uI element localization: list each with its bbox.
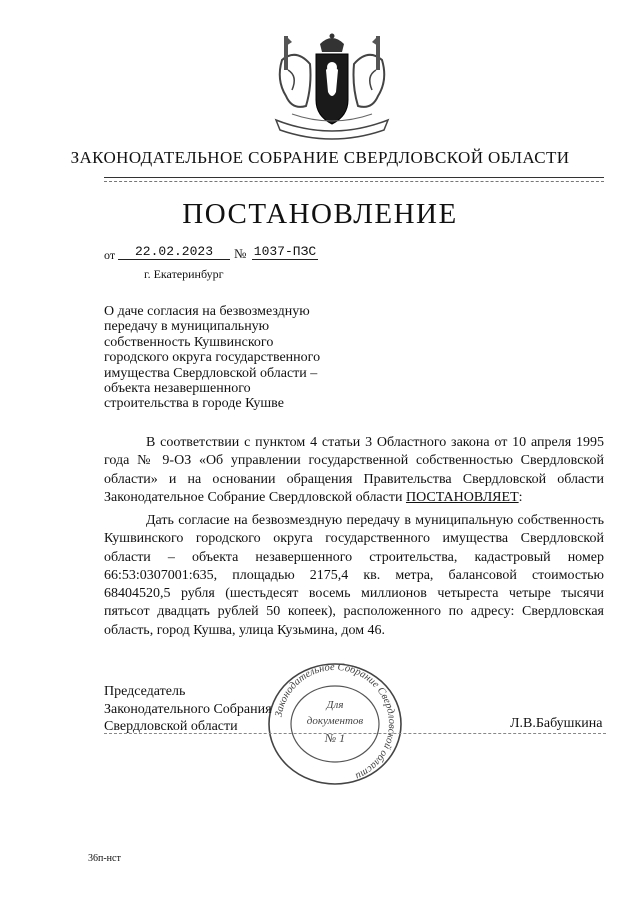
signatory-line-2: Законодательного Собрания xyxy=(104,701,272,717)
preamble-text: В соответствии с пунктом 4 статьи 3 Областного закона от 10 апреля 1995 года № 9-ОЗ «Об управлении государственной собственностью Свердловской области» и на основании обращения Правительства Свердловской области Законодательное Собрание Свердловской области xyxy=(104,435,604,505)
document-subject: О даче согласия на безвозмездную передачу в муниципальную собственность Кушвинского городского округа государственного имущества Свердловской области – объекта незавершенного строительства в городе Кушве xyxy=(104,304,321,412)
document-type-title: ПОСТАНОВЛЕНИЕ xyxy=(182,198,458,230)
footer-code: 36п-нст xyxy=(88,853,121,864)
preamble-paragraph xyxy=(104,434,604,507)
signature-line xyxy=(104,733,606,734)
signatory-line-3: Свердловской области xyxy=(104,719,238,734)
header-divider-dashed xyxy=(104,181,604,182)
stamp-center-line2: документов xyxy=(306,715,364,727)
stamp-ring-text: Законодательное Собрание Свердловской области xyxy=(273,661,398,782)
city-label: г. Екатеринбург xyxy=(144,267,224,281)
resolution-paragraph: Дать согласие на безвозмездную передачу в муниципальную собственность Кушвинского городского округа государственного имущества Свердловской области – объекта незавершенного строительства, кадастровый номер 66:53:0307001:635, площадью 2175,4 кв. метра, балансовой стоимостью 68404520,5 рубля (шестьдесят восемь миллионов четыреста четыре тысячи пятьсот двадцать рублей 50 копеек), расположенного по адресу: Свердловская область, город Кушва, улица Кузьмина, дом 46. xyxy=(104,513,604,638)
document-number: 1037-ПЗС xyxy=(253,244,317,259)
signatory-line-1: Председатель xyxy=(104,684,186,699)
organization-name: ЗАКОНОДАТЕЛЬНОЕ СОБРАНИЕ СВЕРДЛОВСКОЙ ОБЛАСТИ xyxy=(70,148,570,167)
number-prefix: № xyxy=(234,246,247,261)
signatory-title xyxy=(104,683,272,736)
coat-of-arms-emblem xyxy=(262,30,402,146)
stamp-center-line3: № 1 xyxy=(324,731,346,745)
preamble-end: : xyxy=(518,489,523,505)
signatory-name: Л.В.Бабушкина xyxy=(510,716,603,731)
document-date: 22.02.2023 xyxy=(118,244,230,260)
resolves-keyword: ПОСТАНОВЛЯЕТ xyxy=(405,489,519,505)
header-divider xyxy=(104,177,604,178)
stamp-center-line1: Для xyxy=(326,699,344,711)
date-prefix: от xyxy=(104,248,116,262)
official-stamp xyxy=(262,660,408,788)
